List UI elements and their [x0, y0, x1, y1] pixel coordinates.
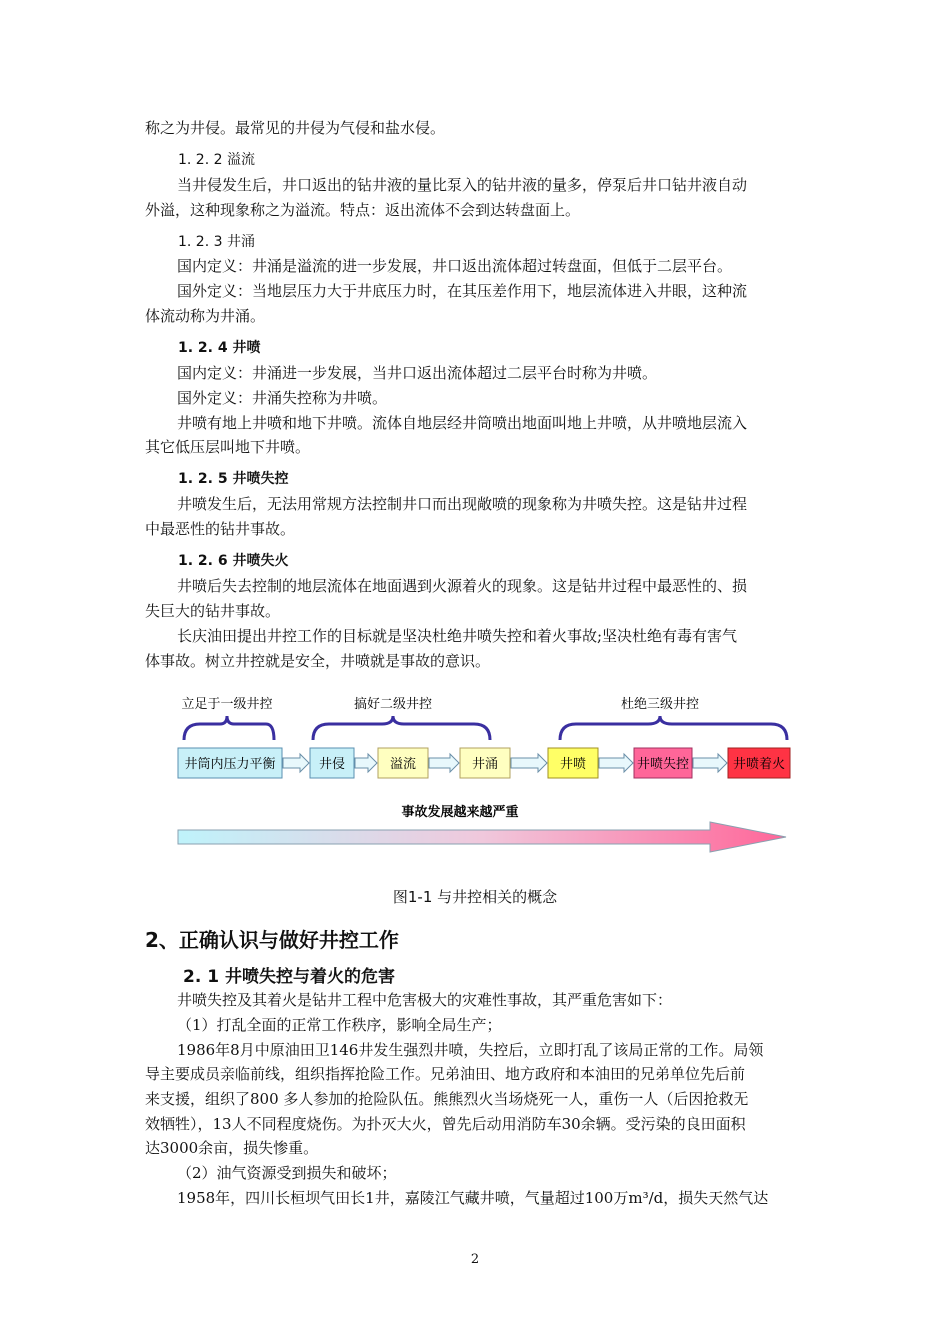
concept-box	[728, 748, 790, 778]
arrow-right-icon	[429, 754, 459, 772]
text-line: 外溢，这种现象称之为溢流。特点：返出流体不会到达转盘面上。	[145, 201, 581, 219]
text-line: 1986年8月中原油田卫146井发生强烈井喷，失控后，立即打乱了该局正常的工作。局领	[177, 1041, 764, 1059]
text-line: 井喷发生后，无法用常规方法控制井口而出现敞喷的现象称为井喷失控。这是钻井过程	[177, 495, 748, 513]
figure-caption: 图1-1 与井控相关的概念	[392, 888, 558, 906]
concept-box	[634, 748, 692, 778]
box-label: 井喷	[559, 757, 587, 772]
text-line: 称之为井侵。最常见的井侵为气侵和盐水侵。	[145, 119, 446, 137]
text-line: 国外定义：井涌失控称为井喷。	[177, 389, 388, 407]
text-line: 体流动称为井涌。	[145, 307, 266, 325]
text-line: 国内定义：井涌进一步发展，当井口返出流体超过二层平台时称为井喷。	[177, 364, 658, 382]
arrow-right-icon	[355, 754, 377, 772]
big-arrow-icon	[178, 822, 786, 852]
text-line: （1）打乱全面的正常工作秩序，影响全局生产；	[177, 1016, 502, 1034]
box-label: 井喷失控	[636, 757, 690, 772]
arrow-right-icon	[283, 754, 309, 772]
group-label: 杜绝三级井控	[620, 697, 700, 712]
arrow-right-icon	[599, 754, 633, 772]
text-line: 当井侵发生后，井口返出的钻井液的量比泵入的钻井液的量多，停泵后井口钻井液自动	[177, 176, 748, 194]
subheading: 1. 2. 3 井涌	[178, 234, 255, 250]
box-label: 井涌	[471, 757, 499, 772]
brace-icon	[184, 716, 274, 740]
text-line: 井喷有地上井喷和地下井喷。流体自地层经井筒喷出地面叫地上井喷，从井喷地层流入	[177, 414, 748, 432]
text-line: 失巨大的钻井事故。	[145, 602, 281, 620]
arrow-right-icon	[693, 754, 727, 772]
text-line: 井喷失控及其着火是钻井工程中危害极大的灾难性事故，其严重危害如下：	[177, 991, 673, 1009]
text-line: 长庆油田提出井控工作的目标就是坚决杜绝井喷失控和着火事故;坚决杜绝有毒有害气	[177, 627, 738, 645]
text-line: 导主要成员亲临前线，组织指挥抢险工作。兄弟油田、地方政府和本油田的兄弟单位先后前	[145, 1065, 746, 1083]
concept-box	[460, 748, 510, 778]
text-line: 井喷后失去控制的地层流体在地面遇到火源着火的现象。这是钻井过程中最恶性的、损	[177, 577, 748, 595]
text-line: 其它低压层叫地下井喷。	[145, 438, 311, 456]
text-line: 国外定义：当地层压力大于井底压力时，在其压差作用下，地层流体进入井眼，这种流	[177, 282, 748, 300]
concept-box	[310, 748, 354, 778]
concept-box	[548, 748, 598, 778]
group-label: 搞好二级井控	[353, 697, 433, 712]
page-number: 2	[470, 1252, 480, 1267]
group-label: 立足于一级井控	[181, 697, 273, 712]
subheading: 1. 2. 4 井喷	[178, 340, 261, 356]
arrow-label: 事故发展越来越严重	[401, 805, 519, 820]
brace-icon	[313, 716, 490, 740]
box-label: 井喷着火	[732, 757, 786, 772]
arrow-right-icon	[511, 754, 547, 772]
box-label: 井侵	[318, 757, 346, 772]
subheading: 1. 2. 2 溢流	[178, 152, 255, 168]
well-control-concept-diagram	[170, 688, 800, 858]
text-line: 达3000余亩，损失惨重。	[145, 1139, 319, 1157]
text-line: 效牺牲），13人不同程度烧伤。为扑灭大火，曾先后动用消防车30余辆。受污染的良田面积	[145, 1115, 746, 1133]
text-line: 来支援，组织了800 多人参加的抢险队伍。熊熊烈火当场烧死一人，重伤一人（后因抢救无	[145, 1090, 749, 1108]
subheading: 1. 2. 6 井喷失火	[178, 553, 289, 569]
text-line: 体事故。树立井控就是安全，井喷就是事故的意识。	[145, 652, 491, 670]
text-line: 1958年，四川长桓坝气田长1井，嘉陵江气藏井喷，气量超过100万m³/d，损失天然气达	[177, 1189, 769, 1207]
concept-box	[378, 748, 428, 778]
box-label: 溢流	[389, 757, 417, 772]
text-line: 国内定义：井涌是溢流的进一步发展，井口返出流体超过转盘面，但低于二层平台。	[177, 257, 733, 275]
subsection-heading: 2. 1 井喷失控与着火的危害	[183, 967, 395, 987]
text-line: （2）油气资源受到损失和破坏；	[177, 1164, 397, 1182]
concept-box	[178, 748, 282, 778]
box-label: 井筒内压力平衡	[184, 757, 276, 772]
text-line: 中最恶性的钻井事故。	[145, 520, 296, 538]
brace-icon	[560, 716, 787, 740]
subheading: 1. 2. 5 井喷失控	[178, 471, 289, 487]
section-heading: 2、正确认识与做好井控工作	[145, 928, 399, 952]
